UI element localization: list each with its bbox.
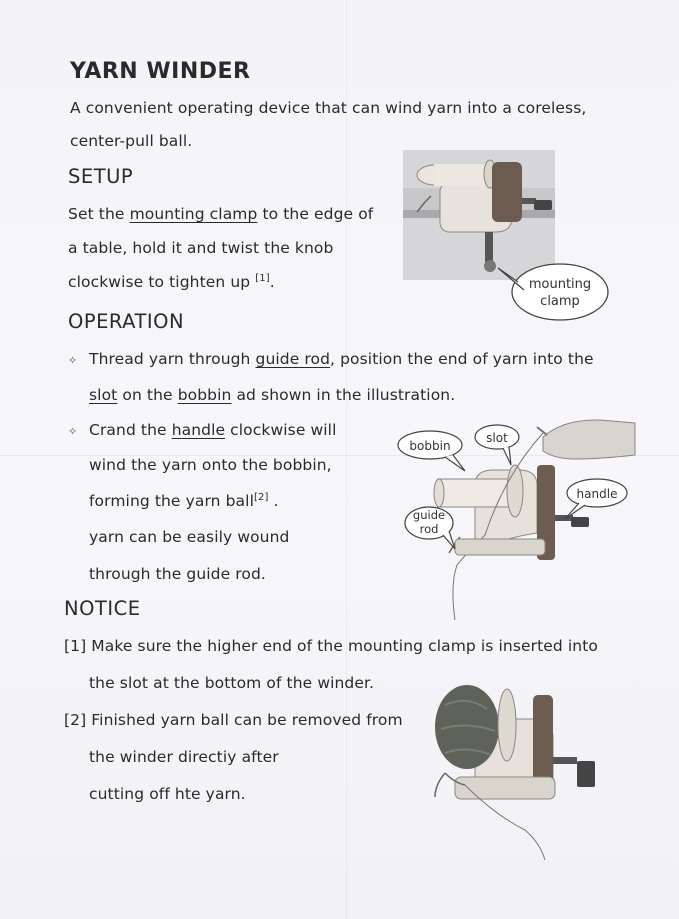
page-title: YARN WINDER: [70, 59, 251, 84]
setup-heading: SETUP: [68, 165, 134, 188]
operation-bullet-2-line-1: [68, 420, 336, 442]
notice-1-line-1: [1] Make sure the higher end of the mounting clamp is inserted into: [64, 637, 598, 655]
finished-ball-illustration: [415, 665, 615, 865]
footnote-ref-2: [2]: [253, 492, 269, 503]
bullet-icon: ✧: [68, 354, 78, 367]
operation-bullet-2-line-4: yarn can be easily wound: [89, 528, 290, 546]
b1-text-mid2: on the: [122, 386, 173, 404]
setup-line-2: a table, hold it and twist the knob: [68, 239, 334, 257]
operation-bullet-2-line-2: wind the yarn onto the bobbin,: [89, 456, 332, 474]
label-rod: rod: [419, 522, 439, 536]
label-handle: handle: [576, 487, 618, 501]
footnote-ref-1: [1]: [255, 273, 270, 284]
notice-2-line-1: [2] Finished yarn ball can be removed from: [64, 711, 403, 729]
bobbin-term: bobbin: [177, 386, 232, 404]
setup-line-3-end: .: [269, 273, 275, 291]
b2-text-post: clockwise will: [230, 421, 337, 439]
b1-text-pre: Thread yarn through: [89, 350, 251, 368]
operation-bullet-1-line-2: [89, 385, 455, 405]
slot-term: slot: [89, 386, 118, 404]
intro-line-2: center-pull ball.: [70, 132, 193, 150]
operation-illustration: [395, 415, 635, 630]
operation-bullet-1-line-1: [68, 349, 594, 371]
guide-rod-term: guide rod: [255, 350, 331, 368]
notice-2-line-2: the winder directiy after: [89, 748, 279, 766]
notice-2-line-3: cutting off hte yarn.: [89, 785, 246, 803]
setup-line-1-post: to the edge of: [262, 205, 374, 223]
setup-line-1: [68, 204, 373, 224]
operation-bullet-2-line-5: through the guide rod.: [89, 565, 266, 583]
fold-line-vertical: [346, 0, 347, 919]
label-mounting: mounting: [528, 277, 592, 292]
b2-text-pre: Crand the: [89, 421, 167, 439]
handle-term: handle: [171, 421, 226, 439]
b1-text-post: ad shown in the illustration.: [236, 386, 456, 404]
b1-text-mid: , position the end of yarn into the: [330, 350, 594, 368]
notice-heading: NOTICE: [64, 597, 141, 620]
operation-bullet-2-line-3: [89, 491, 279, 511]
setup-line-1-pre: Set the: [68, 205, 125, 223]
operation-heading: OPERATION: [68, 310, 185, 333]
label-clamp: clamp: [540, 294, 580, 309]
setup-illustration: [400, 150, 615, 325]
bullet-icon: ✧: [68, 425, 78, 438]
mounting-clamp-term: mounting clamp: [129, 205, 258, 223]
label-guide: guide: [412, 508, 446, 522]
setup-line-3-text: clockwise to tighten up: [68, 273, 251, 291]
b2-line3-end: .: [273, 492, 279, 510]
setup-line-3: [68, 272, 275, 292]
label-slot: slot: [486, 431, 508, 445]
intro-line-1: A convenient operating device that can wind yarn into a coreless,: [70, 99, 587, 117]
label-bobbin: bobbin: [409, 439, 451, 453]
callout-bubble: [512, 264, 608, 320]
notice-1-line-2: the slot at the bottom of the winder.: [89, 674, 375, 692]
b2-line3-text: forming the yarn ball: [89, 492, 254, 510]
